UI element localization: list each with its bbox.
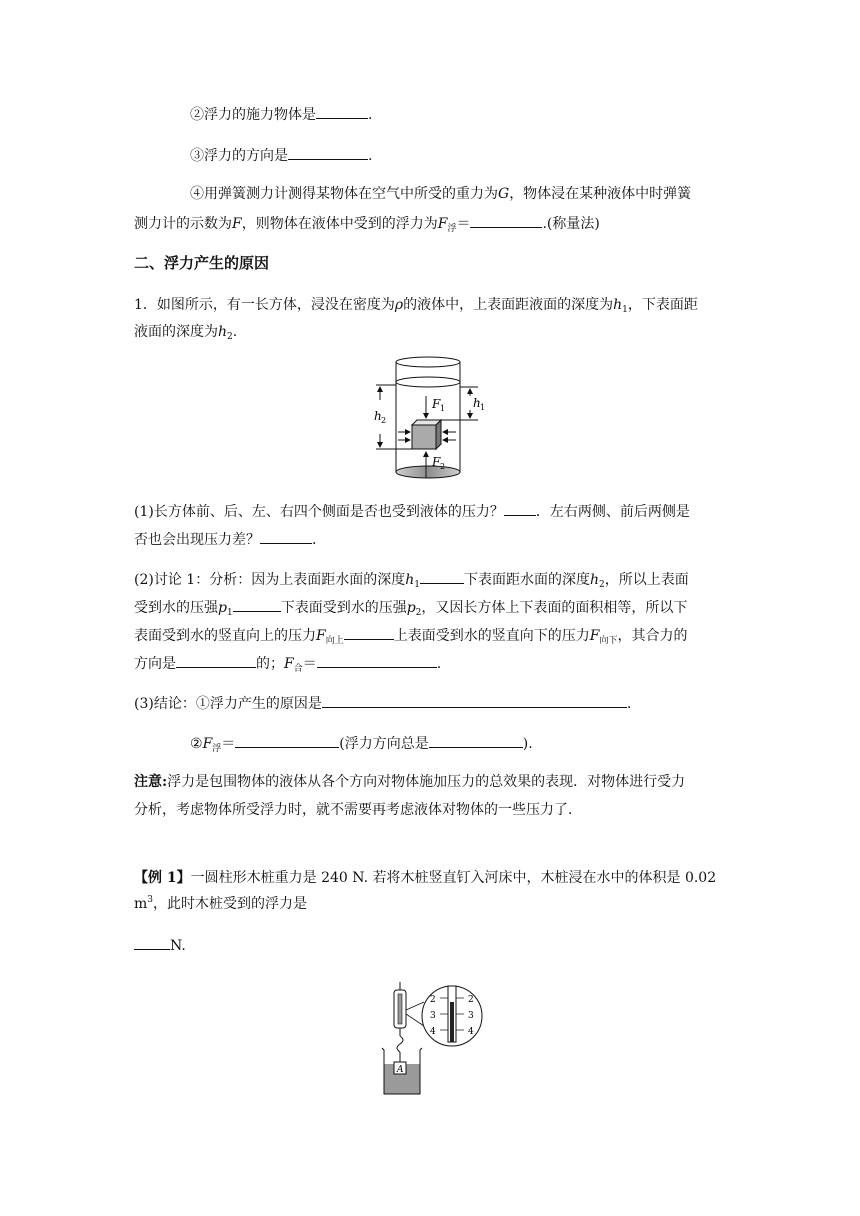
example-1-line-1: 【例 1】一圆柱形木桩重力是 240 N. 若将木桩竖直钉入河床中，木桩浸在水中的体积是 0.02 <box>134 870 717 886</box>
label-f1-sub: 1 <box>440 404 446 413</box>
label-f1: F <box>432 397 441 411</box>
blank <box>288 144 368 160</box>
tick-3-left: 3 <box>430 1011 436 1021</box>
label-h2-sub: 2 <box>381 416 387 425</box>
p2-line-4: 方向是 的；$F_合=$ . <box>134 652 441 674</box>
blank <box>316 103 368 119</box>
blank <box>344 624 394 640</box>
label-h2: h <box>374 409 382 423</box>
blank <box>233 596 281 612</box>
note-line-2: 分析，考虑物体所受浮力时，就不需要再考虑液体对物体的一些压力了． <box>134 802 582 818</box>
tick-4-right: 4 <box>468 1027 474 1037</box>
tick-2-left: 2 <box>430 995 436 1005</box>
p2-line-3: 表面受到水的竖直向上的压力$F_{向上}$ 上表面受到水的竖直向下的压力$F_{向下}$，其合力的 <box>134 624 687 646</box>
section-heading: 二、浮力产生的原因 <box>134 254 270 272</box>
spring-scale-figure <box>370 980 490 1098</box>
item-4-line-1: ④用弹簧测力计测得某物体在空气中所受的重力为G，物体浸在某种液体中时弹簧 <box>190 186 692 202</box>
p3-line-2: $②F_浮=$ (浮力方向总是 ). <box>190 732 533 754</box>
blank <box>317 652 437 668</box>
blank <box>470 212 542 228</box>
tick-3-right: 3 <box>468 1011 474 1021</box>
p1-line-1: (1)长方体前、后、左、右四个侧面是否也受到液体的压力？ ．左右两侧、前后两侧是 <box>134 500 690 522</box>
p3-line-1: (3)结论：①浮力产生的原因是 . <box>134 692 631 714</box>
object-a-label: A <box>397 1065 404 1075</box>
blank <box>322 692 627 708</box>
blank <box>176 652 256 668</box>
tick-2-right: 2 <box>468 995 474 1005</box>
p2-line-2: 受到水的压强$p_1$ 下表面受到水的压强$p_2$，又因长方体上下表面的面积相等，所以下 <box>134 596 687 618</box>
blank <box>429 732 523 748</box>
q1-line-2: 液面的深度为$h_2$. <box>134 324 238 342</box>
blank <box>420 568 464 584</box>
label-f2-sub: 2 <box>440 462 446 471</box>
item-4-line-2: 测力计的示数为F，则物体在液体中受到的浮力为$F_浮=$ .(称量法) <box>134 212 600 234</box>
blank <box>134 934 170 950</box>
label-h1-sub: 1 <box>480 403 486 412</box>
note-line-1: 注意:浮力是包围物体的液体从各个方向对物体施加压力的总效果的表现．对物体进行受力 <box>134 774 686 790</box>
blank <box>260 528 312 544</box>
tick-4-left: 4 <box>430 1027 436 1037</box>
blank <box>504 500 536 516</box>
item-3: ③浮力的方向是 . <box>190 144 372 166</box>
example-1-line-3: N. <box>134 934 186 956</box>
blank <box>235 732 339 748</box>
p2-line-1: (2)讨论 1：分析：因为上表面距水面的深度$h_1$ 下表面距水面的深度$h_2$，所以上表面 <box>134 568 689 590</box>
buoyancy-cuboid-figure <box>370 352 494 484</box>
example-1-line-2: $m^3$，此时木桩受到的浮力是 <box>134 895 308 912</box>
q1-line-1: 1．如图所示，有一长方体，浸没在密度为ρ的液体中，上表面距液面的深度为$h_1$，下表面距 <box>134 297 698 315</box>
p1-line-2: 否也会出现压力差？ ． <box>134 528 326 550</box>
label-h1: h <box>473 396 481 410</box>
label-f2: F <box>432 455 441 469</box>
item-2: ②浮力的施力物体是 . <box>190 103 372 125</box>
